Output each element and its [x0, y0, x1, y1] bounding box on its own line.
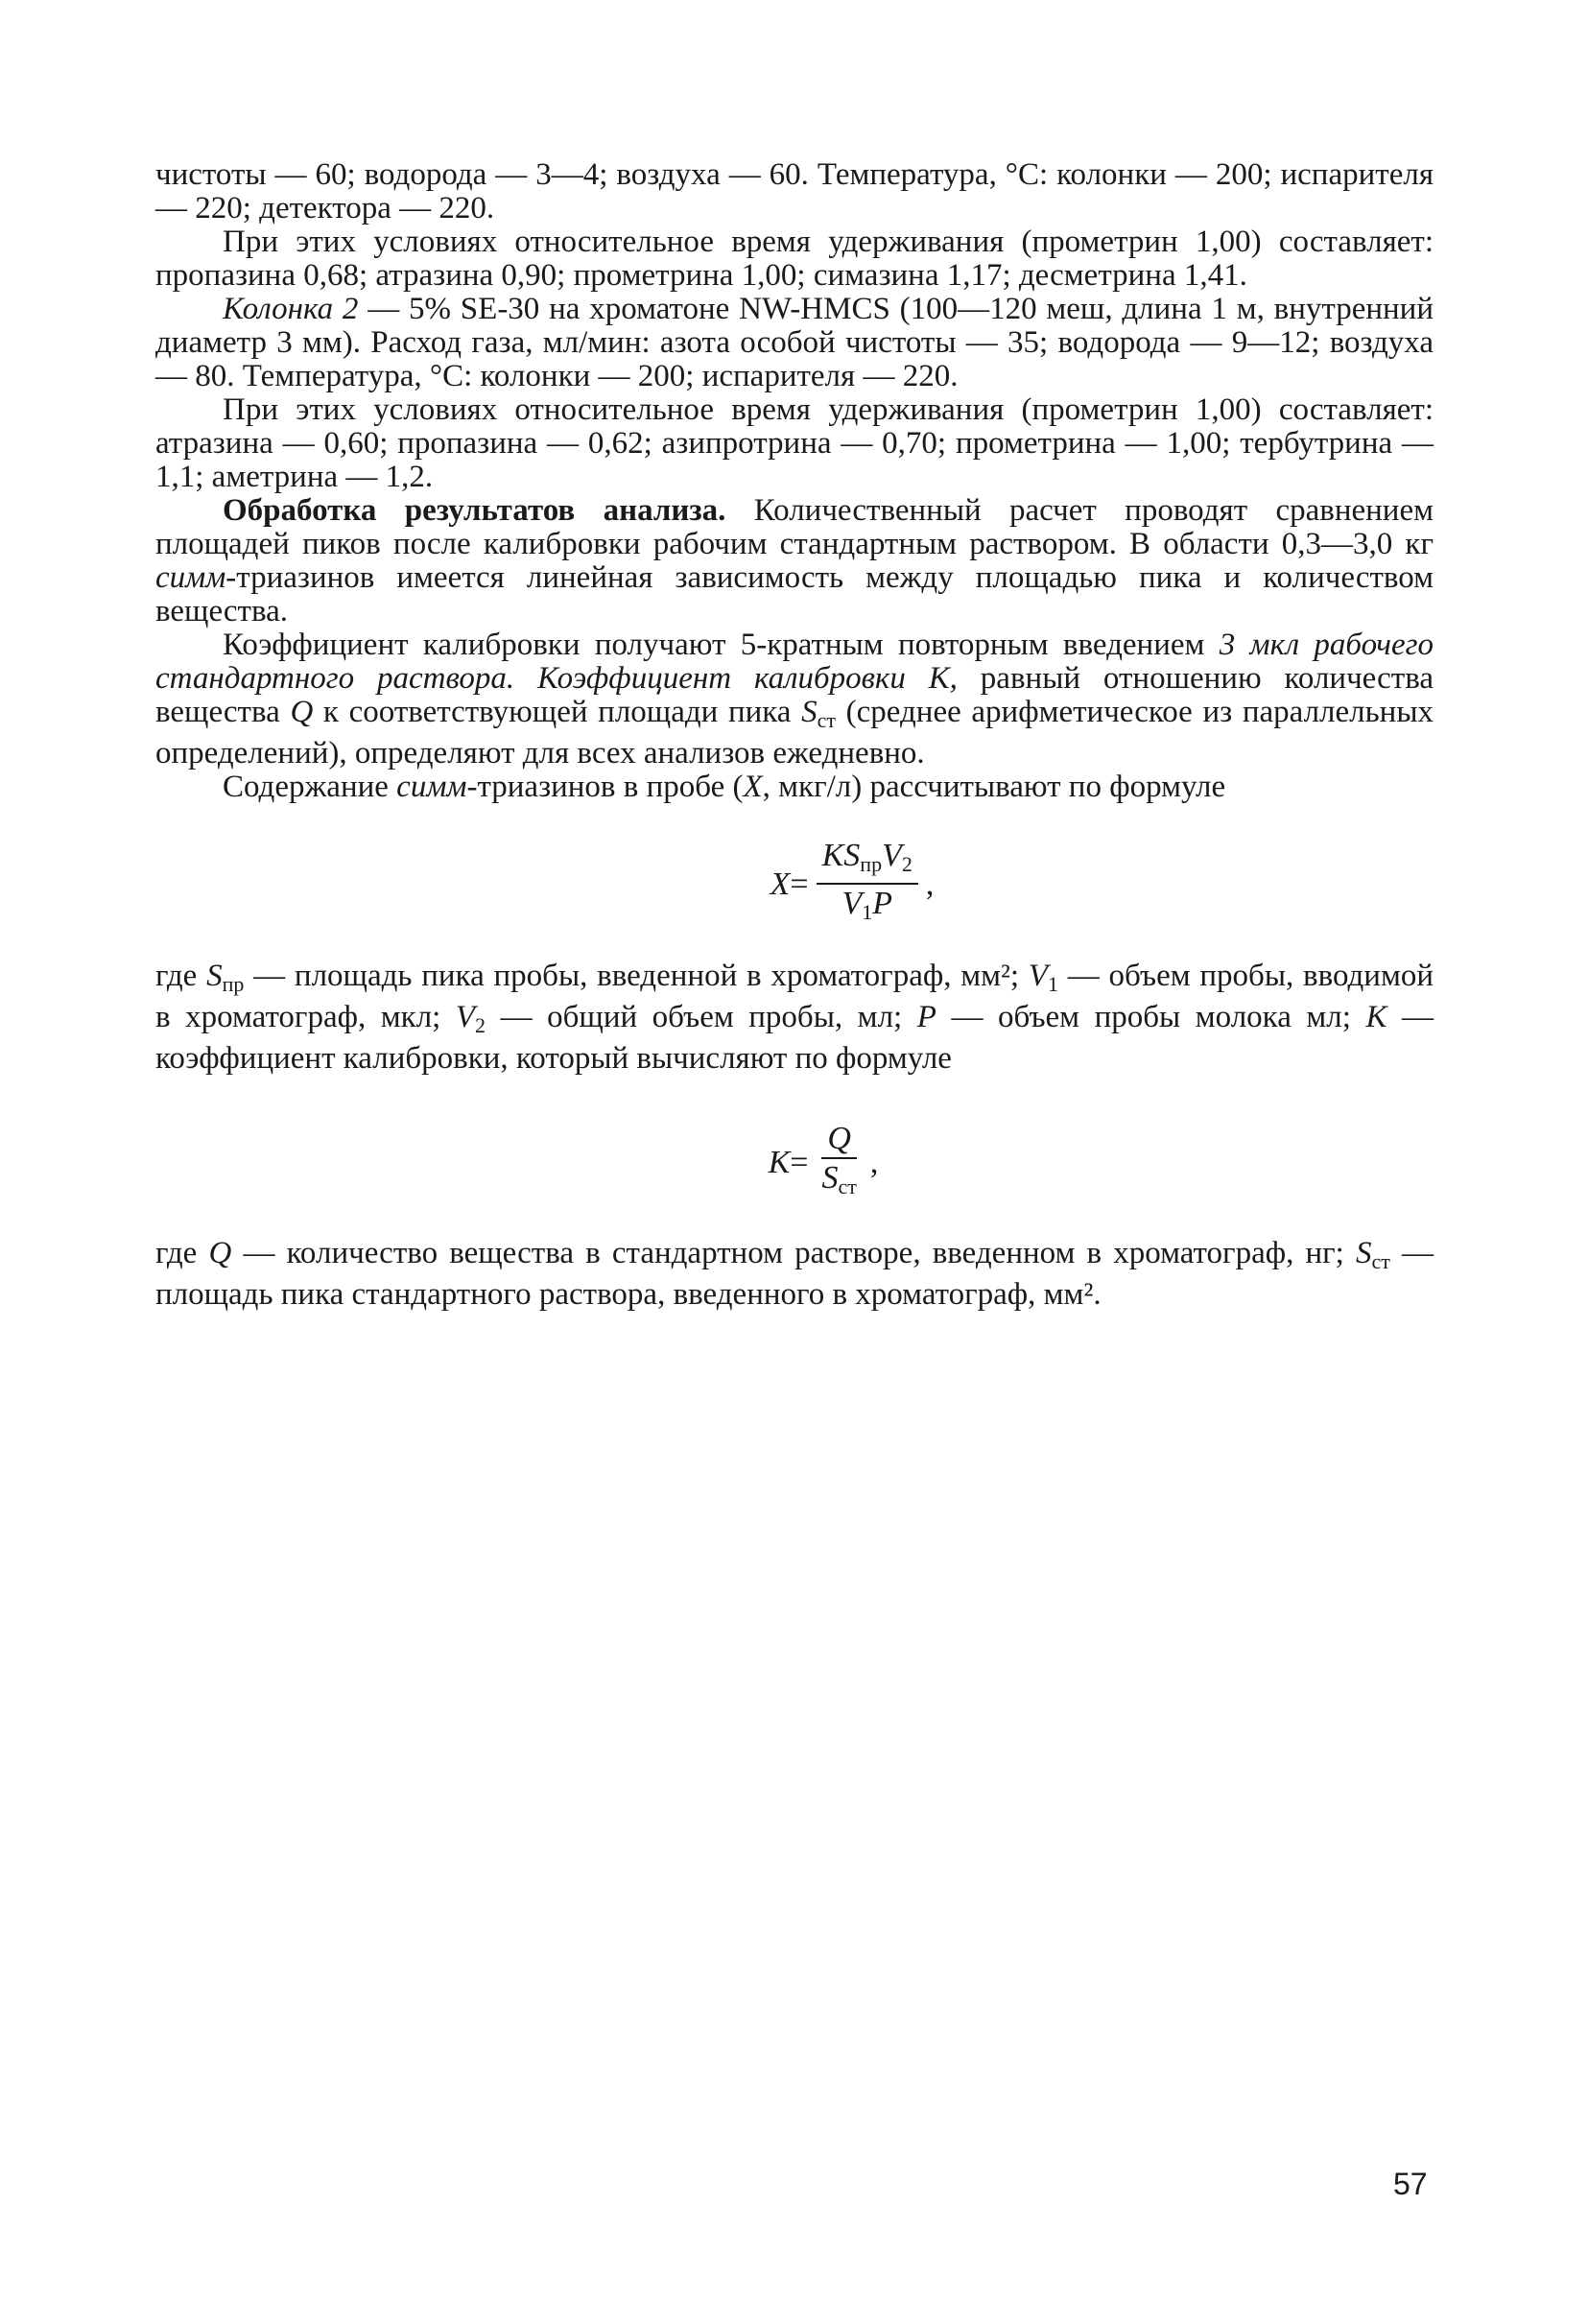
formula-x-ks-sub: пр — [860, 852, 883, 876]
paragraph-9-text-a: где — [155, 1236, 209, 1270]
paragraph-7-text-a: Содержание — [223, 770, 397, 804]
paragraph-8-text-b: — площадь пика пробы, введенной в хроматограф, мм²; — [244, 959, 1029, 993]
formula-x-v2-sub: 2 — [901, 852, 913, 876]
symbol-s-subscript: ст — [817, 708, 836, 732]
paragraph-9-text-b: — количество вещества в стандартном растворе, введенном в хроматограф, нг; — [231, 1236, 1356, 1270]
symbol-v1: V — [1028, 959, 1049, 993]
paragraph-6-italic: 3 мкл рабочего стандартного раствора. Коэффициент калибровки К, — [155, 628, 1434, 696]
formula-k-fraction — [816, 1122, 862, 1203]
symbol-s-st-sub: ст — [1371, 1249, 1390, 1273]
symbol-s-pr: S — [206, 959, 223, 993]
symbol-v2: V — [455, 1000, 476, 1034]
paragraph-9-text-c: — площадь пика стандартного раствора, введенного в хроматограф, мм². — [155, 1236, 1434, 1312]
formula-k-s: S — [821, 1159, 839, 1196]
paragraph-5 — [155, 494, 1434, 628]
paragraph-3-text: — 5% SE-30 на хроматоне NW-HMCS (100—120 меш, длина 1 м, внутренний диаметр 3 мм). Расход газа, мл/мин: азота особой чистоты — 35; водорода — 9—12; воздуха — 80. Температура, °С: колонки — 200; испарителя — 220. — [155, 292, 1434, 393]
formula-k-equals: = — [790, 1144, 809, 1180]
symbol-v2-sub: 2 — [475, 1013, 486, 1037]
symbol-q-2: Q — [208, 1236, 232, 1270]
paragraph-8-text-e: — объем пробы молока мл; — [936, 1000, 1366, 1034]
formula-k-s-sub: ст — [838, 1174, 857, 1198]
formula-x-fraction — [817, 839, 918, 929]
symbol-s: S — [801, 695, 818, 729]
formula-x-v2: V — [882, 838, 902, 873]
formula-k — [213, 1116, 1434, 1208]
paragraph-1: чистоты — 60; водорода — 3—4; воздуха — 60. Температура, °С: колонки — 200; испарителя — 220; детектора — 220. — [155, 157, 1434, 225]
paragraph-3 — [155, 293, 1434, 393]
formula-x-lhs: X — [770, 866, 791, 902]
paragraph-5-italic: симм — [155, 560, 226, 595]
section-heading-results: Обработка результатов анализа. — [223, 493, 726, 528]
formula-x-v1: V — [841, 886, 863, 921]
formula-k-comma: , — [869, 1144, 879, 1180]
symbol-k: K — [1365, 1000, 1387, 1034]
paragraph-5-text-a: Количественный расчет проводят сравнением площадей пиков после калибровки рабочим стандартным раствором. В области 0,3—3,0 кг — [155, 493, 1434, 561]
formula-x-equals: = — [790, 866, 809, 902]
paragraph-6-text-a: Коэффициент калибровки получают 5-кратным повторным введением — [223, 628, 1220, 662]
paragraph-8 — [155, 960, 1434, 1076]
paragraph-6-text-d: (среднее арифметическое из параллельных определений), определяют для всех анализов ежедневно. — [155, 695, 1434, 771]
symbol-s-st: S — [1355, 1236, 1372, 1270]
formula-k-lhs: K — [768, 1144, 791, 1180]
formula-k-numerator: Q — [821, 1122, 857, 1159]
formula-k-denominator — [816, 1159, 862, 1203]
paragraph-6-text-c: к соответствующей площади пика — [313, 695, 802, 729]
formula-x-ks: KS — [821, 838, 861, 873]
paragraph-8-text-f: — коэффициент калибровки, который вычисляют по формуле — [155, 1000, 1434, 1076]
symbol-q: Q — [290, 695, 314, 729]
symbol-v1-sub: 1 — [1048, 972, 1059, 996]
paragraph-8-text-c: — объем пробы, вводимой в хроматограф, мкл; — [155, 959, 1434, 1034]
document-page — [155, 158, 1434, 1312]
formula-x-p: P — [872, 886, 893, 921]
formula-x — [271, 837, 1434, 931]
paragraph-9 — [155, 1237, 1434, 1312]
paragraph-6 — [155, 628, 1434, 771]
column-2-label: Колонка 2 — [223, 292, 359, 326]
paragraph-8-text-d: — общий объем пробы, мл; — [486, 1000, 917, 1034]
symbol-x: X — [743, 770, 763, 804]
page-number: 57 — [1393, 2167, 1428, 2201]
paragraph-4: При этих условиях относительное время удерживания (прометрин 1,00) составляет: атразина — 0,60; пропазина — 0,62; азипротрина — 0,70; прометрина — 1,00; тербутрина — 1,1; аметрина — 1,2. — [155, 392, 1434, 494]
paragraph-6-text-b: равный отношению количества вещества — [155, 661, 1434, 729]
paragraph-7-italic: симм — [396, 770, 467, 804]
formula-x-comma: , — [925, 866, 935, 902]
formula-x-v1-sub: 1 — [862, 900, 873, 924]
paragraph-2: При этих условиях относительное время удерживания (прометрин 1,00) составляет: пропазина 0,68; атразина 0,90; прометрина 1,00; симазина 1,17; десметрина 1,41. — [155, 225, 1434, 293]
paragraph-5-text-b: -триазинов имеется линейная зависимость между площадью пика и количеством вещества. — [155, 560, 1434, 628]
paragraph-7-text-c: , мкг/л) рассчитывают по формуле — [762, 770, 1226, 804]
paragraph-7 — [155, 771, 1434, 804]
paragraph-8-text-a: где — [155, 959, 207, 993]
formula-x-numerator — [817, 839, 918, 885]
symbol-p: P — [916, 1000, 936, 1034]
symbol-s-pr-sub: пр — [222, 972, 245, 996]
formula-x-denominator — [836, 885, 898, 929]
paragraph-7-text-b: -триазинов в пробе ( — [466, 770, 744, 804]
